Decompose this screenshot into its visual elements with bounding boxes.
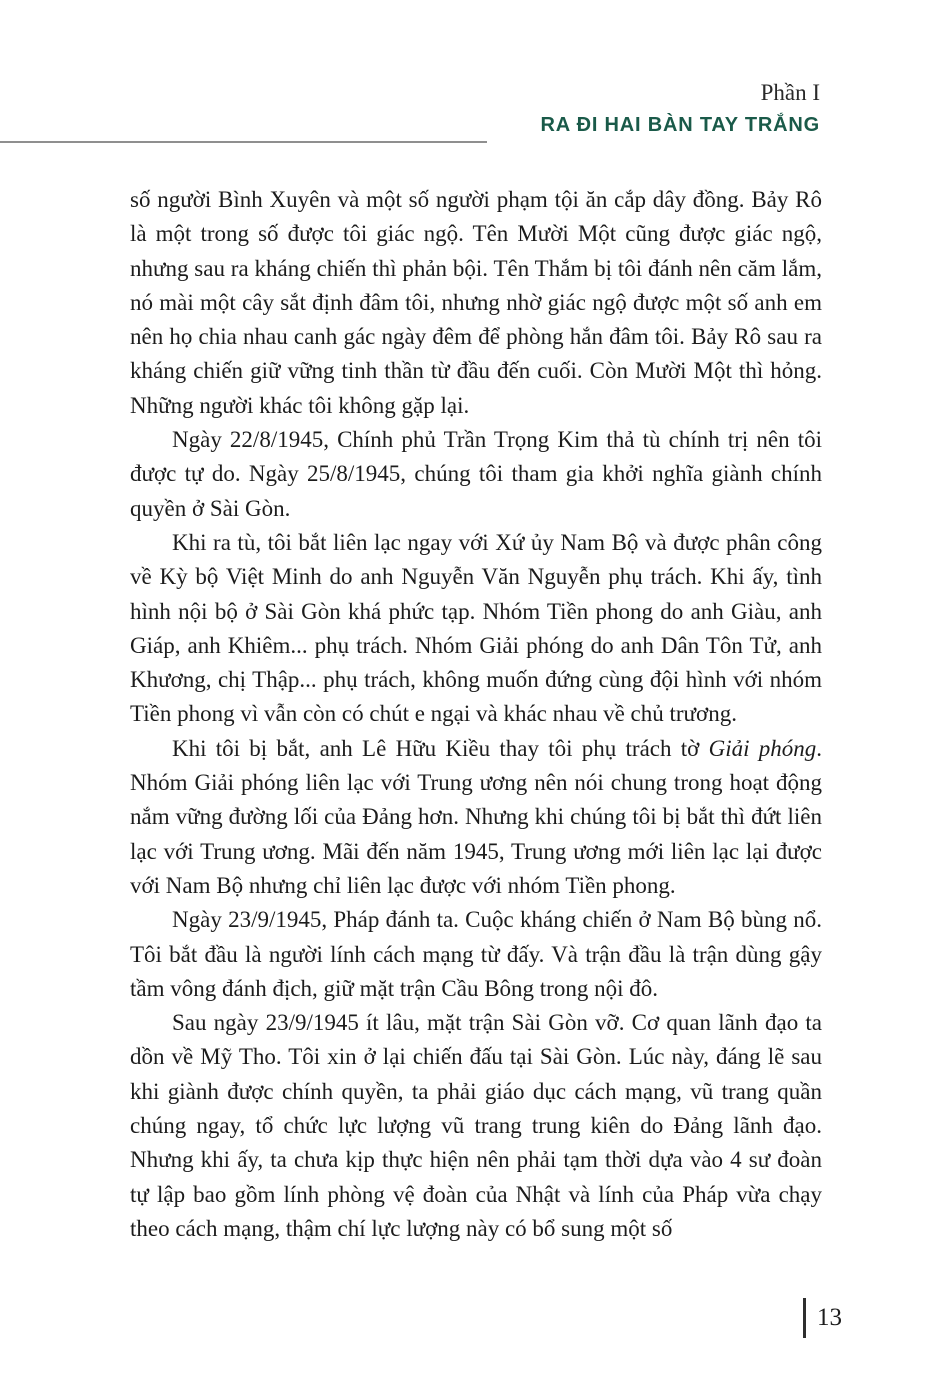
page-title: RA ĐI HAI BÀN TAY TRẮNG — [540, 114, 820, 136]
paragraph — [130, 903, 822, 1006]
paragraph — [130, 732, 822, 903]
body-text-segment: Khi tôi bị bắt, anh Lê Hữu Kiều thay tôi phụ trách tờ — [172, 735, 709, 761]
italic-text: Giải phóng — [708, 735, 817, 761]
body-text-segment: Sau ngày 23/9/1945 ít lâu, mặt trận Sài Gòn vỡ. Cơ quan lãnh đạo ta dồn về Mỹ Tho. Tôi xin ở lại chiến đấu tại Sài Gòn. Lúc này, đáng lẽ sau khi giành được chính quyền, ta phải giáo dục cách mạng, vũ trang quần chúng ngay, tổ chức lực lượng vũ trang trung kiên do Đảng lãnh đạo. Nhưng khi ấy, ta chưa kịp thực hiện nên phải tạm thời dựa vào 4 sư đoàn tự lập bao gồm lính phòng vệ đoàn của Nhật và lính của Pháp vừa chạy theo cách mạng, thậm chí lực lượng này có bổ sung một số — [130, 1010, 822, 1241]
part-label: Phần I — [760, 80, 820, 105]
paragraph — [130, 526, 822, 732]
body-text-segment: Ngày 23/9/1945, Pháp đánh ta. Cuộc kháng chiến ở Nam Bộ bùng nổ. Tôi bắt đầu là người lính cách mạng từ đấy. Và trận đầu là trận dùng gậy tầm vông đánh địch, giữ mặt trận Cầu Bông trong nội đô. — [130, 907, 822, 1001]
paragraph — [130, 183, 822, 423]
body-text-segment: . Nhóm Giải phóng liên lạc với Trung ương nên nói chung trong hoạt động nắm vững đường lối của Đảng hơn. Nhưng khi chúng tôi bị bắt thì đứt liên lạc với Trung ương. Mãi đến năm 1945, Trung ương mới liên lạc lại được với Nam Bộ nhưng chỉ liên lạc được với nhóm Tiền phong. — [130, 735, 822, 898]
body-text-segment: Khi ra tù, tôi bắt liên lạc ngay với Xứ ủy Nam Bộ và được phân công về Kỳ bộ Việt Minh do anh Nguyễn Văn Nguyễn phụ trách. Khi ấy, tình hình nội bộ ở Sài Gòn khá phức tạp. Nhóm Tiền phong do anh Giàu, anh Giáp, anh Khiêm... phụ trách. Nhóm Giải phóng do anh Dân Tôn Tử, anh Khương, chị Thập... phụ trách, không muốn đứng cùng đội hình với nhóm Tiền phong vì vẫn còn có chút e ngại và khác nhau về chủ trương. — [130, 529, 822, 727]
body-text-segment: số người Bình Xuyên và một số người phạm tội ăn cắp dây đồng. Bảy Rô là một trong số được tôi giác ngộ. Tên Mười Một cũng được giác ngộ, nhưng sau ra kháng chiến thì phản bội. Tên Thắm bị tôi đánh nên căm lắm, nó mài một cây sắt định đâm tôi, nhưng nhờ giác ngộ được một số anh em nên họ chia nhau canh gác ngày đêm để phòng hắn đâm tôi. Bảy Rô sau ra kháng chiến giữ vững tinh thần từ đầu đến cuối. Còn Mười Một thì hỏng. Những người khác tôi không gặp lại. — [130, 187, 822, 418]
page-number: 13 — [817, 1304, 842, 1331]
page-footer — [803, 1298, 842, 1338]
page-number-bar — [803, 1298, 806, 1338]
header-rule — [0, 141, 487, 143]
paragraph — [130, 423, 822, 526]
page-body — [130, 183, 822, 1246]
paragraph — [130, 1006, 822, 1246]
body-text-segment: Ngày 22/8/1945, Chính phủ Trần Trọng Kim thả tù chính trị nên tôi được tự do. Ngày 25/8/1945, chúng tôi tham gia khởi nghĩa giành chính quyền ở Sài Gòn. — [130, 427, 822, 521]
